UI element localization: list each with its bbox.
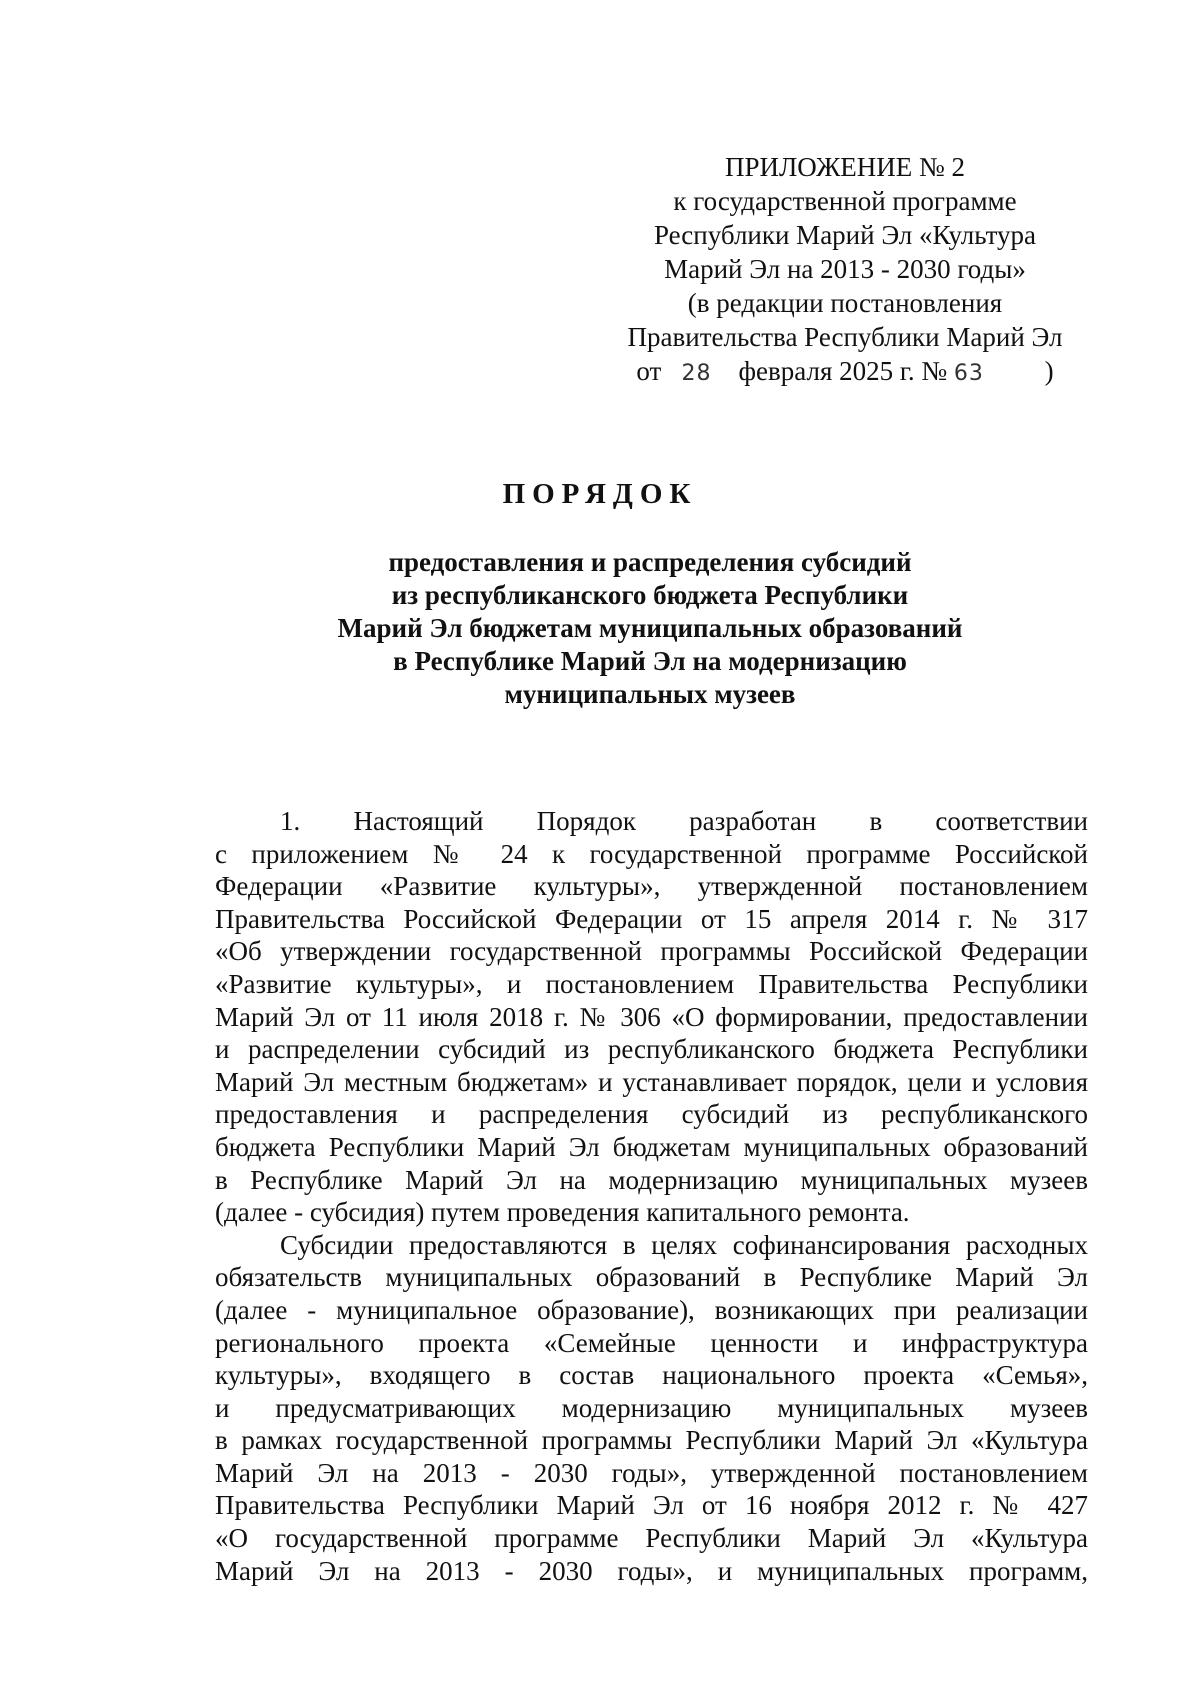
body-line: культуры», входящего в состав национального проекта «Семья», (215, 1360, 1088, 1391)
body-line: Марий Эл от 11 июля 2018 г. № 306 «О формировании, предоставлении (215, 1001, 1088, 1032)
appendix-line: (в редакции постановления (687, 288, 1003, 318)
body-line: Федерации «Развитие культуры», утвержденной постановлением (215, 871, 1088, 902)
body-line: регионального проекта «Семейные ценности и инфраструктура (215, 1327, 1088, 1358)
body-line: 1. Настоящий Порядок разработан в соответствии (280, 806, 1088, 836)
appendix-line: Марий Эл на 2013 - 2030 годы» (664, 254, 1026, 284)
body-line: бюджета Республики Марий Эл бюджетам муниципальных образований (215, 1131, 1088, 1162)
subtitle-line: из республиканского бюджета Республики (391, 580, 909, 610)
appendix-line: ПРИЛОЖЕНИЕ № 2 (724, 152, 966, 182)
body-line: Правительства Республики Марий Эл от 16 ноября 2012 г. № 427 (215, 1490, 1088, 1521)
appendix-line: к государственной программе (673, 186, 1017, 216)
body-line: (далее - муниципальное образование), возникающих при реализации (215, 1294, 1088, 1325)
decree-prefix: от (636, 356, 662, 386)
paragraph-2 (215, 1229, 1088, 1588)
body-line: «О государственной программе Республики Марий Эл «Культура (215, 1523, 1088, 1554)
body-line: в Республике Марий Эл на модернизацию муниципальных музеев (215, 1164, 1088, 1195)
body-line: и предусматривающих модернизацию муниципальных музеев (215, 1392, 1088, 1423)
body-line: и распределении субсидий из республиканского бюджета Республики (215, 1034, 1088, 1065)
decree-middle: февраля 2025 г. № (738, 356, 948, 386)
subtitle-line: Марий Эл бюджетам муниципальных образований (337, 613, 963, 643)
body-line: (далее - субсидия) путем проведения капитального ремонта. (215, 1197, 910, 1228)
body-line: с приложением № 24 к государственной программе Российской (215, 838, 1088, 869)
body-line: «Об утверждении государственной программы Российской Федерации (215, 936, 1088, 967)
body-line: Марий Эл на 2013 - 2030 годы», и муниципальных программ, (215, 1555, 1088, 1586)
document-body (215, 805, 1088, 1587)
body-line: Субсидии предоставляются в целях софинансирования расходных (280, 1229, 1088, 1260)
decree-day: 28 (681, 361, 712, 386)
appendix-line: Правительства Республики Марий Эл (627, 322, 1063, 352)
subtitle-line: предоставления и распределения субсидий (388, 547, 912, 577)
body-line: Марий Эл местным бюджетам» и устанавливает порядок, цели и условия (215, 1066, 1088, 1097)
paragraph-1 (215, 805, 1088, 1229)
document-subtitle (300, 546, 1000, 711)
subtitle-line: муниципальных музеев (504, 679, 796, 709)
body-line: Правительства Российской Федерации от 15 апреля 2014 г. № 317 (215, 903, 1088, 934)
document-title: ПОРЯДОК (502, 478, 698, 510)
appendix-line: Республики Марий Эл «Культура (653, 220, 1036, 250)
body-line: в рамках государственной программы Республики Марий Эл «Культура (215, 1425, 1088, 1456)
decree-date-line (600, 354, 1090, 391)
body-line: обязательств муниципальных образований в Республике Марий Эл (215, 1262, 1088, 1293)
body-line: предоставления и распределения субсидий из республиканского (215, 1099, 1088, 1130)
decree-number: 63 (953, 361, 984, 386)
subtitle-line: в Республике Марий Эл на модернизацию (393, 646, 907, 676)
body-line: Марий Эл на 2013 - 2030 годы», утвержденной постановлением (215, 1457, 1088, 1488)
decree-suffix: ) (1044, 356, 1054, 386)
body-line: «Развитие культуры», и постановлением Правительства Республики (215, 968, 1088, 999)
appendix-header (600, 150, 1090, 391)
